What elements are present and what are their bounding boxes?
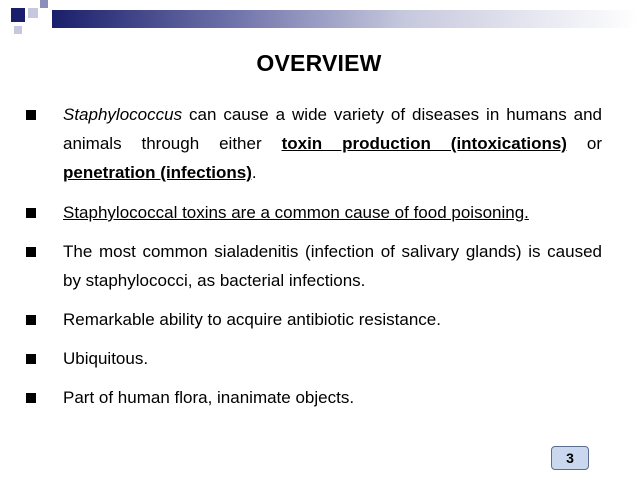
bullet-item: [26, 383, 602, 412]
bullet-text: Staphylococcal toxins are a common cause of food poisoning.: [63, 203, 529, 222]
penetration-term: penetration (infections): [63, 163, 252, 182]
bullet-item: [26, 237, 602, 295]
bullet-marker: [26, 208, 36, 218]
bullet-text: The most common sialadenitis (infection of salivary glands) is caused by staphylococci, as bacterial infections.: [63, 242, 602, 290]
header-square-small: [14, 26, 22, 34]
bullet-item: [26, 344, 602, 373]
slide-title: OVERVIEW: [256, 50, 382, 76]
header-bar: [52, 10, 638, 28]
bullet-text: Staphylococcus can cause a wide variety of diseases in humans and animals through either toxin production (intoxications) or penetration (infections).: [63, 105, 603, 182]
header-square-dark: [11, 8, 25, 22]
bullet-item: [26, 100, 602, 187]
bullet-marker: [26, 315, 36, 325]
bullet-marker: [26, 393, 36, 403]
header-square-light: [28, 8, 38, 18]
bullet-text: Ubiquitous.: [63, 349, 149, 368]
bullet-text: Remarkable ability to acquire antibiotic resistance.: [63, 310, 441, 329]
bullet-item: [26, 198, 602, 227]
header-square-mid: [40, 0, 48, 8]
bullet-item: [26, 305, 602, 334]
genus-name: Staphylococcus: [63, 105, 183, 124]
toxin-production-term: toxin production (intoxications): [281, 134, 567, 153]
bullet-text: Part of human flora, inanimate objects.: [63, 388, 355, 407]
bullet-marker: [26, 110, 36, 120]
bullet-marker: [26, 247, 36, 257]
page-number-badge: 3: [551, 446, 589, 470]
bullet-list: [26, 100, 602, 412]
bullet-marker: [26, 354, 36, 364]
